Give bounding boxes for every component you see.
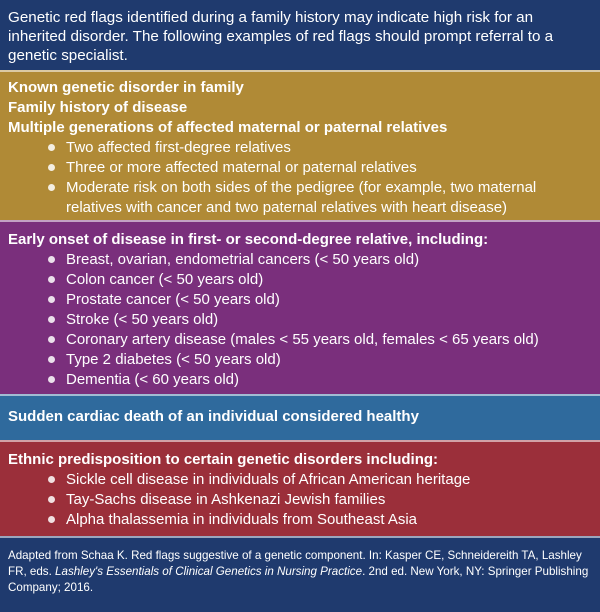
section-ethnic-predisposition bbox=[0, 440, 600, 536]
list-item-text: Alpha thalassemia in individuals from Southeast Asia bbox=[66, 511, 418, 528]
list-item bbox=[48, 250, 592, 270]
bullet-icon bbox=[48, 516, 55, 523]
citation-book-title: Lashley's Essentials of Clinical Genetics in Nursing Practice bbox=[55, 565, 363, 578]
list-item-text: Sickle cell disease in individuals of African American heritage bbox=[66, 471, 471, 488]
section-heading: Sudden cardiac death of an individual considered healthy bbox=[8, 408, 419, 425]
bullet-icon bbox=[48, 256, 55, 263]
bullet-icon bbox=[48, 144, 55, 151]
bullet-list bbox=[8, 250, 592, 390]
bullet-icon bbox=[48, 184, 55, 191]
intro-text: Genetic red flags identified during a family history may indicate high risk for an inherited disorder. The following examples of red flags should prompt referral to a genetic specialist. bbox=[8, 9, 554, 64]
list-item bbox=[48, 490, 592, 510]
section-early-onset bbox=[0, 220, 600, 394]
bullet-icon bbox=[48, 276, 55, 283]
list-item bbox=[48, 290, 592, 310]
bullet-icon bbox=[48, 376, 55, 383]
section-family-history bbox=[0, 70, 600, 220]
list-item bbox=[48, 138, 592, 158]
section-heading: Multiple generations of affected maternal or paternal relatives bbox=[8, 119, 448, 136]
bullet-icon bbox=[48, 496, 55, 503]
list-item-text: Coronary artery disease (males < 55 years old, females < 65 years old) bbox=[66, 331, 539, 348]
bullet-icon bbox=[48, 296, 55, 303]
list-item-text: Stroke (< 50 years old) bbox=[66, 311, 219, 328]
bullet-icon bbox=[48, 476, 55, 483]
section-heading: Early onset of disease in first- or second-degree relative, including: bbox=[8, 231, 489, 248]
section-heading: Known genetic disorder in family bbox=[8, 79, 244, 96]
list-item-text: Dementia (< 60 years old) bbox=[66, 371, 239, 388]
citation bbox=[0, 536, 600, 596]
section-heading: Family history of disease bbox=[8, 99, 188, 116]
list-item bbox=[48, 270, 592, 290]
bullet-list bbox=[8, 138, 592, 218]
list-item bbox=[48, 350, 592, 370]
list-item-text: Prostate cancer (< 50 years old) bbox=[66, 291, 280, 308]
list-item bbox=[48, 510, 592, 530]
list-item bbox=[48, 178, 592, 218]
bullet-icon bbox=[48, 356, 55, 363]
list-item-text: Two affected first-degree relatives bbox=[66, 139, 291, 156]
list-item-text: Type 2 diabetes (< 50 years old) bbox=[66, 351, 281, 368]
section-heading: Ethnic predisposition to certain genetic disorders including: bbox=[8, 451, 439, 468]
citation-text-end: . 2nd ed. New York, NY: Springer Publishing Company; 2016. bbox=[8, 565, 589, 594]
list-item-text: Colon cancer (< 50 years old) bbox=[66, 271, 264, 288]
list-item bbox=[48, 310, 592, 330]
list-item bbox=[48, 330, 592, 350]
bullet-list bbox=[8, 470, 592, 530]
bullet-icon bbox=[48, 316, 55, 323]
citation-text: Adapted from Schaa K. Red flags suggestive of a genetic component. In: Kasper CE, Schneidereith TA, Lashley FR, eds. bbox=[8, 549, 582, 578]
list-item-text: Three or more affected maternal or paternal relatives bbox=[66, 159, 417, 176]
list-item bbox=[48, 370, 592, 390]
list-item-text: Moderate risk on both sides of the pedigree (for example, two maternal relatives with cancer and two paternal relatives with heart disease) bbox=[66, 179, 537, 216]
list-item-text: Tay-Sachs disease in Ashkenazi Jewish families bbox=[66, 491, 386, 508]
bullet-icon bbox=[48, 164, 55, 171]
list-item bbox=[48, 158, 592, 178]
list-item bbox=[48, 470, 592, 490]
list-item-text: Breast, ovarian, endometrial cancers (< 50 years old) bbox=[66, 251, 420, 268]
bullet-icon bbox=[48, 336, 55, 343]
section-sudden-cardiac-death bbox=[0, 394, 600, 440]
